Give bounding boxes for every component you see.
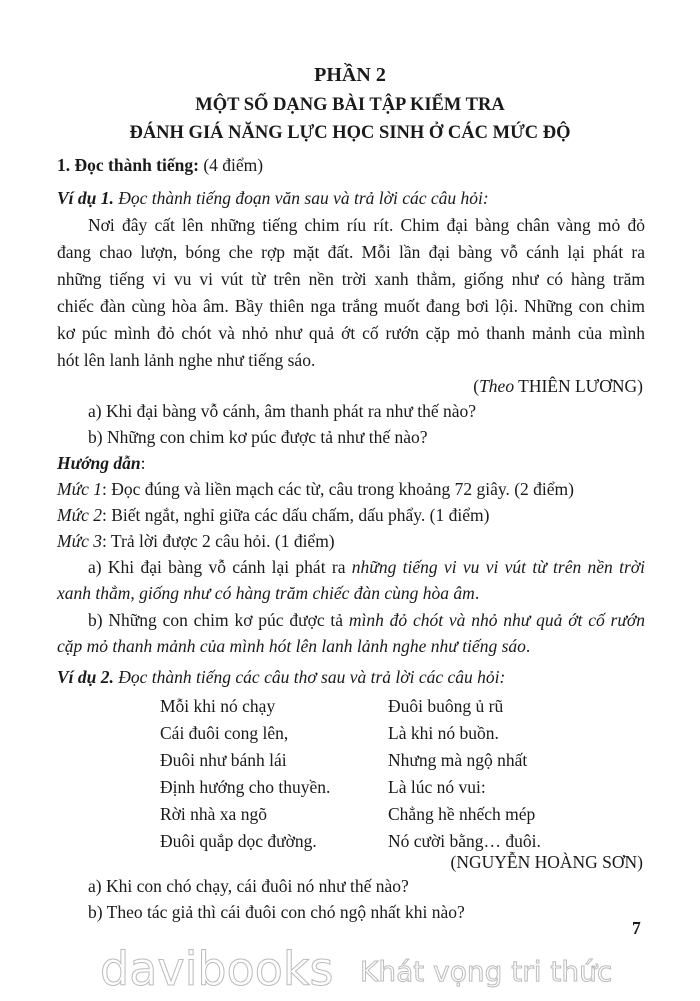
poem-line: Đuôi buông ủ rũ: [388, 696, 504, 716]
poem-line: Cái đuôi cong lên,: [160, 723, 289, 743]
answer-end: .: [474, 583, 480, 603]
poem-line: Định hướng cho thuyền.: [160, 777, 331, 797]
answer-prefix: b) Những con chim kơ púc được tả: [88, 610, 349, 630]
poem-line: Đuôi như bánh lái: [160, 750, 287, 770]
guide-heading: Hướng dẫn:: [57, 453, 146, 473]
guide-level-3: [57, 531, 335, 552]
poem-line: Rời nhà xa ngõ: [160, 804, 267, 824]
answer-italic: cặp mỏ thanh mảnh của mình hót lên lanh lảnh nghe như tiếng sáo: [57, 636, 526, 656]
answer-italic: mình đỏ chót và nhỏ như quả ớt cố rướn: [348, 610, 646, 630]
example-1-prompt: [57, 188, 489, 209]
example-2-label: Ví dụ 2.: [57, 667, 114, 687]
answer-a-line-1: [88, 557, 645, 578]
level-text: : Biết ngắt, nghỉ giữa các dấu chấm, dấu phẩy. (1 điểm): [102, 505, 490, 525]
answer-b-line-2: [57, 636, 530, 657]
question-a: a) Khi đại bàng vỗ cánh, âm thanh phát ra như thế nào?: [88, 401, 477, 421]
level-text: : Đọc đúng và liền mạch các từ, câu trong khoảng 72 giây. (2 điểm): [102, 479, 574, 499]
guide-level-2: [57, 505, 489, 526]
poem-line: Mỗi khi nó chạy: [160, 696, 276, 716]
answer-b-line-1: [88, 610, 645, 631]
example-2-prompt-text: Đọc thành tiếng các câu thơ sau và trả lời các câu hỏi:: [118, 667, 506, 687]
guide-heading-label: Hướng dẫn: [57, 453, 141, 473]
title-line-2: ĐÁNH GIÁ NĂNG LỰC HỌC SINH Ở CÁC MỨC ĐỘ: [129, 123, 571, 143]
passage-line: đang chao lượn, bóng che rợp mặt đất. Mỗi lần đại bàng vỗ cánh lại phát ra: [57, 242, 645, 262]
section-heading: [57, 155, 263, 176]
poem-author: (NGUYỄN HOÀNG SƠN): [450, 852, 643, 872]
answer-italic: những tiếng vi vu vi vút từ trên nền trời: [351, 557, 645, 577]
answer-italic: xanh thẳm, giống như có hàng trăm chiếc đàn cùng hòa âm: [57, 583, 475, 603]
section-points: (4 điểm): [203, 155, 264, 175]
poem-line: Chẳng hề nhếch mép: [388, 804, 536, 824]
part-title: PHẦN 2: [314, 64, 386, 86]
example-1-label: Ví dụ 1.: [57, 188, 114, 208]
answer-end: .: [525, 636, 531, 656]
poem-left-column: [160, 693, 330, 855]
source-author: THIÊN LƯƠNG: [518, 376, 638, 396]
level-label: Mức 2: [57, 505, 103, 525]
watermark-slogan: Khát vọng tri thức: [360, 955, 613, 988]
passage-line: hót lên lanh lảnh nghe như tiếng sáo.: [57, 350, 316, 370]
poem-line: Nó cười bằng… đuôi.: [388, 831, 541, 851]
poem-right-column: [388, 693, 541, 855]
answer-a-line-2: [57, 583, 479, 604]
passage-line: chiếc đàn cùng hòa âm. Bầy thiên nga trắng muốt đang bơi lội. Những con chim: [57, 296, 645, 316]
example-2-prompt: [57, 667, 505, 688]
question-b: b) Theo tác giả thì cái đuôi con chó ngộ nhất khi nào?: [88, 902, 465, 922]
title-line-1: MỘT SỐ DẠNG BÀI TẬP KIỂM TRA: [195, 95, 505, 115]
passage-line: Nơi đây cất lên những tiếng chim ríu rít. Chim đại bàng chân vàng mỏ đỏ: [88, 215, 645, 235]
watermark-brand: davibooks: [100, 942, 334, 996]
passage-source: (Theo THIÊN LƯƠNG): [473, 376, 643, 396]
level-text: : Trả lời được 2 câu hỏi. (1 điểm): [102, 531, 335, 551]
question-b: b) Những con chim kơ púc được tả như thế nào?: [88, 427, 428, 447]
section-heading-label: 1. Đọc thành tiếng:: [57, 155, 199, 175]
level-label: Mức 1: [57, 479, 103, 499]
poem-line: Nhưng mà ngộ nhất: [388, 750, 528, 770]
poem-line: Là lúc nó vui:: [388, 777, 486, 797]
poem-line: Là khi nó buồn.: [388, 723, 499, 743]
answer-prefix: a) Khi đại bàng vỗ cánh lại phát ra: [88, 557, 352, 577]
guide-level-1: [57, 479, 574, 500]
page-number: 7: [632, 918, 641, 938]
passage-line: kơ púc mình đỏ chót và nhỏ như quả ớt cố rướn cặp mỏ thanh mảnh của mình: [57, 323, 645, 343]
level-label: Mức 3: [57, 531, 103, 551]
passage-line: những tiếng vi vu vi vút từ trên nền trời xanh thẳm, giống như có hàng trăm: [57, 269, 645, 289]
source-prefix: Theo: [479, 376, 515, 396]
example-1-prompt-text: Đọc thành tiếng đoạn văn sau và trả lời các câu hỏi:: [118, 188, 489, 208]
question-a: a) Khi con chó chạy, cái đuôi nó như thế nào?: [88, 876, 409, 896]
poem-line: Đuôi quắp dọc đường.: [160, 831, 317, 851]
